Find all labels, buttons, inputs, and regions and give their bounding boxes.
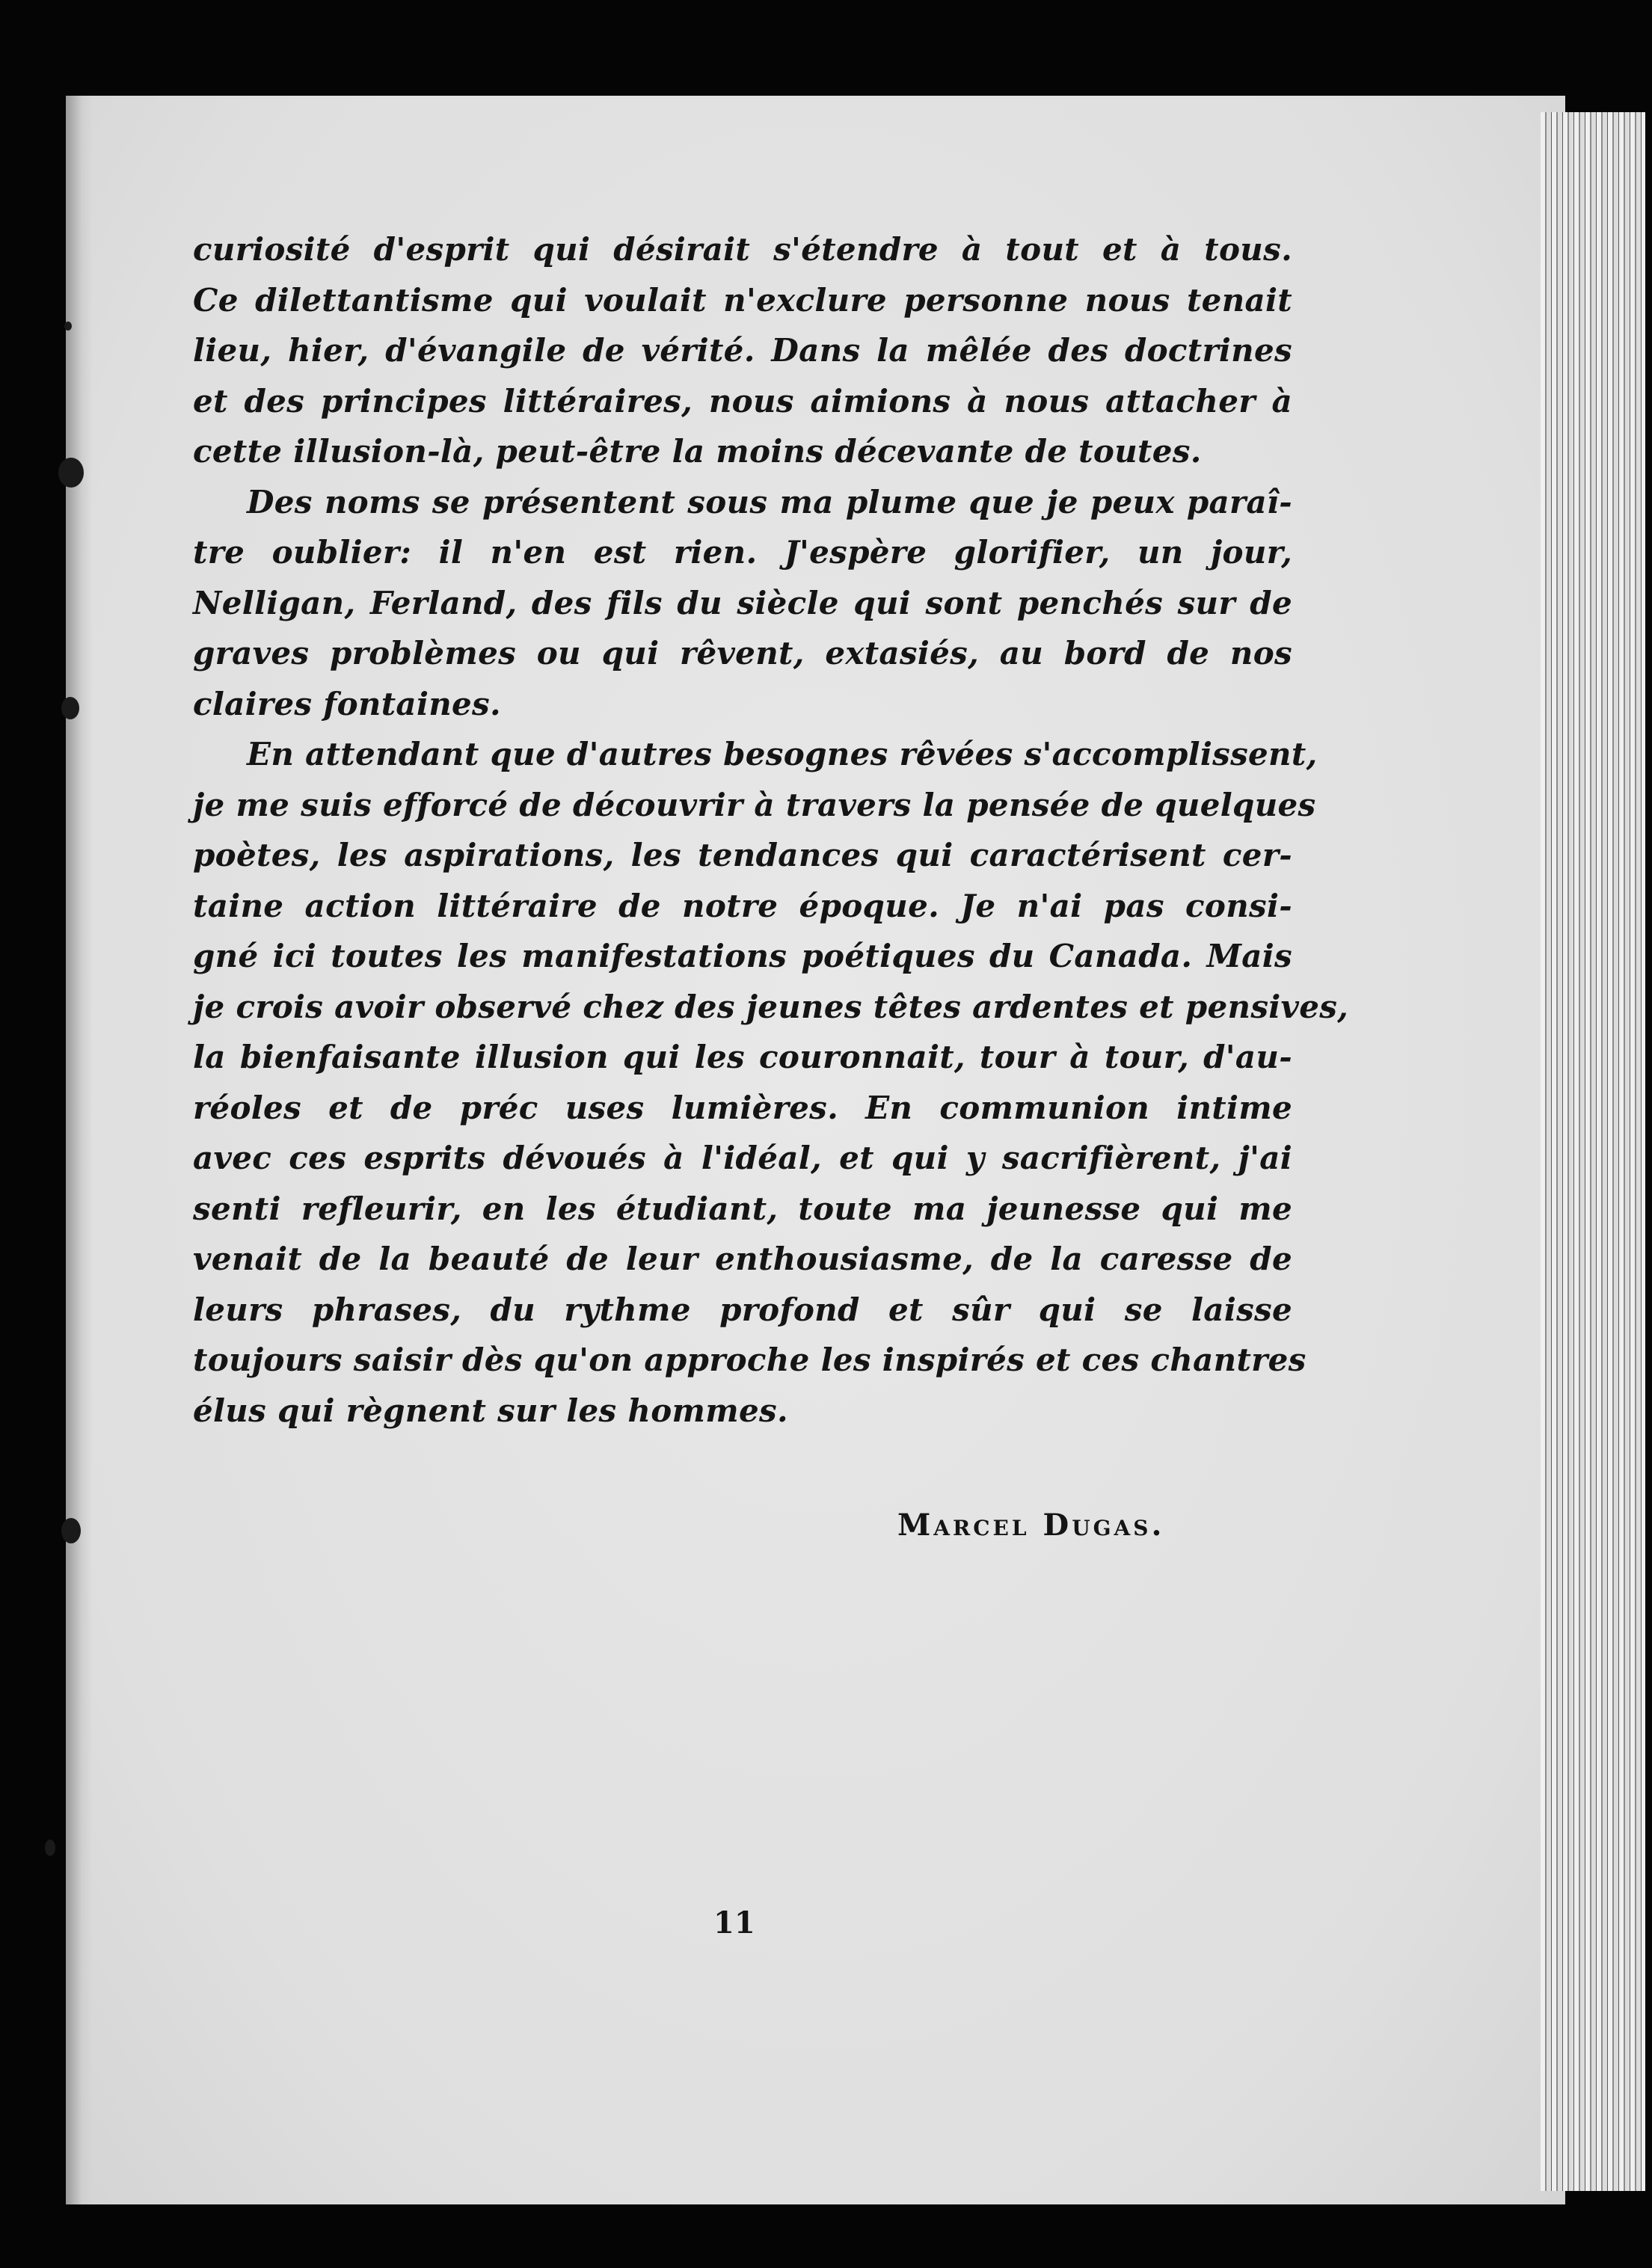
author-signature: Marcel Dugas. [897, 1508, 1165, 1543]
page-stack-edge [1541, 112, 1645, 2191]
text-line: senti refleurir, en les étudiant, toute ma jeunesse qui me [193, 1190, 1292, 1227]
text-line: curiosité d'esprit qui désirait s'étendre à tout et à tous. [193, 231, 1292, 268]
text-line: cette illusion-là, peut-être la moins décevante de toutes. [193, 433, 1202, 470]
text-line: tre oublier: il n'en est rien. J'espère glorifier, un jour, [193, 534, 1292, 571]
text-line: et des principes littéraires, nous aimions à nous attacher à [193, 382, 1292, 420]
text-line: gné ici toutes les manifestations poétiques du Canada. Mais [193, 938, 1292, 974]
text-line: élus qui règnent sur les hommes. [193, 1392, 788, 1429]
text-line: leurs phrases, du rythme profond et sûr qui se laisse [193, 1291, 1292, 1328]
text-line: lieu, hier, d'évangile de vérité. Dans la mêlée des doctrines [193, 332, 1292, 369]
binding-hole [64, 322, 72, 331]
page-gutter-shadow [66, 96, 93, 2204]
text-line: Des noms se présentent sous ma plume que je peux paraî- [247, 483, 1292, 520]
text-line: toujours saisir dès qu'on approche les inspirés et ces chantres [193, 1342, 1306, 1378]
text-line: venait de la beauté de leur enthousiasme, de la caresse de [193, 1241, 1292, 1277]
text-line: graves problèmes ou qui rêvent, extasiés, au bord de nos [193, 635, 1292, 672]
text-line: claires fontaines. [193, 685, 501, 722]
text-line: je crois avoir observé chez des jeunes têtes ardentes et pensives, [193, 988, 1349, 1025]
text-line: Nelligan, Ferland, des fils du siècle qui sont penchés sur de [193, 584, 1292, 621]
text-line: Ce dilettantisme qui voulait n'exclure personne nous tenait [193, 281, 1292, 319]
text-line: poètes, les aspirations, les tendances qui caractérisent cer- [193, 837, 1292, 873]
page-number: 11 [713, 1905, 755, 1940]
binding-hole [58, 458, 84, 488]
text-line: En attendant que d'autres besognes rêvées s'accomplissent, [247, 736, 1318, 772]
body-text [193, 224, 1349, 1436]
text-line: avec ces esprits dévoués à l'idéal, et qui y sacrifièrent, j'ai [193, 1140, 1292, 1176]
binding-hole [61, 697, 79, 719]
binding-hole [45, 1840, 55, 1856]
text-line: taine action littéraire de notre époque. Je n'ai pas consi- [193, 887, 1292, 924]
text-line: la bienfaisante illusion qui les couronnait, tour à tour, d'au- [193, 1039, 1292, 1075]
text-line: je me suis efforcé de découvrir à travers la pensée de quelques [193, 786, 1316, 823]
text-line: réoles et de préc uses lumières. En communion intime [193, 1089, 1292, 1126]
binding-hole [61, 1518, 81, 1543]
